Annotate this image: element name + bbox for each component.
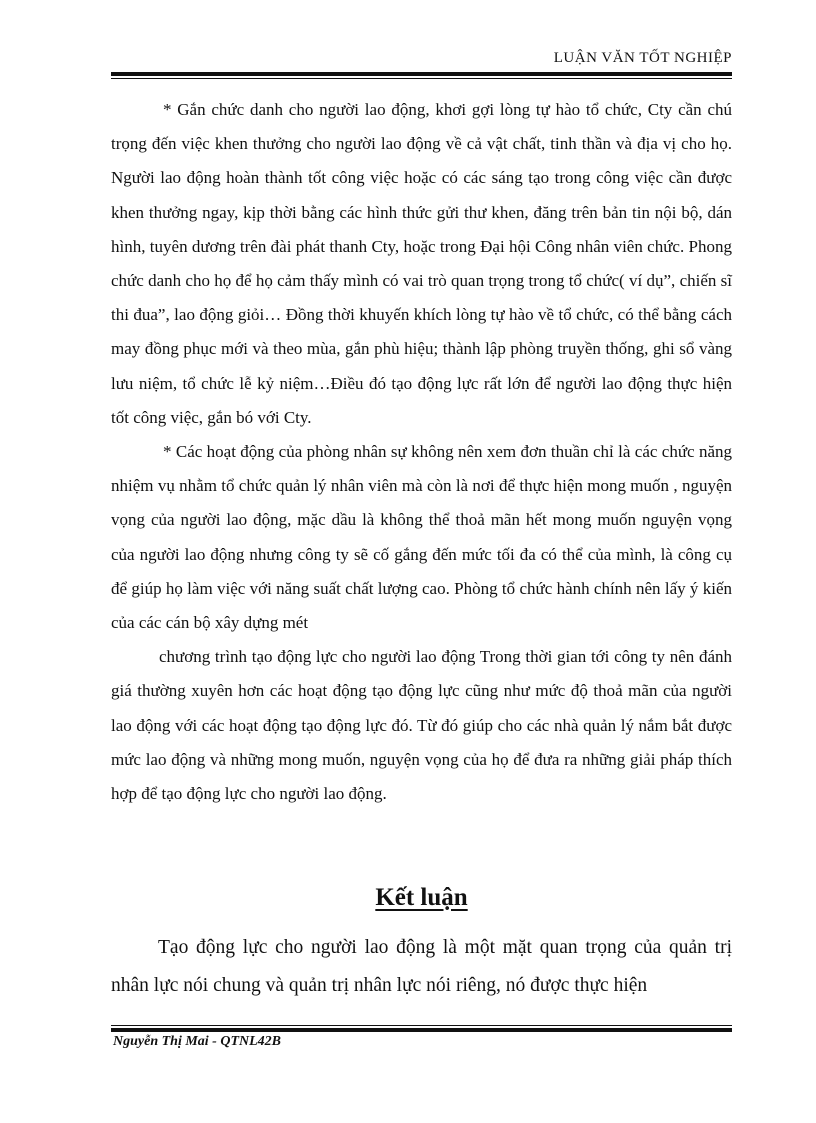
paragraph-3: chương trình tạo động lực cho người lao động Trong thời gian tới công ty nên đánh giá thường xuyên hơn các hoạt động tạo động lực cũng như mức độ thoả mãn của người lao động với các hoạt động tạo động lực đó. Từ đó giúp cho các nhà quản lý nắm bắt được mức lao động và những mong muốn, nguyện vọng của họ để đưa ra những giải pháp thích hợp để tạo động lực cho người lao động. xyxy=(111,647,732,804)
conclusion-paragraph: Tạo động lực cho người lao động là một mặt quan trọng của quản trị nhân lực nói chung và quản trị nhân lực nói riêng, nó được thực hiện xyxy=(111,937,732,996)
footer-rule-thick xyxy=(111,1028,732,1032)
paragraph-2: * Các hoạt động của phòng nhân sự không nên xem đơn thuần chỉ là các chức năng nhiệm vụ nhằm tổ chức quản lý nhân viên mà còn là nơi để thực hiện mong muốn , nguyện vọng của người lao động, mặc dầu là không thể thoả mãn hết mong muốn nguyện vọng của người lao động nhưng công ty sẽ cố gắng đến mức tối đa có thể của mình, là công cụ để giúp họ làm việc với năng suất chất lượng cao. Phòng tổ chức hành chính nên lấy ý kiến của các cán bộ xây dựng mét xyxy=(111,442,732,633)
header-rule-thin xyxy=(111,78,732,79)
conclusion-heading: Kết luận xyxy=(375,884,468,911)
conclusion-body xyxy=(111,929,732,1005)
footer-rule-thin xyxy=(111,1025,732,1026)
paragraph-1: * Gắn chức danh cho người lao động, khơi gợi lòng tự hào tổ chức, Cty cần chú trọng đến việc khen thưởng cho người lao động về cả vật chất, tinh thần và địa vị cho họ. Người lao động hoàn thành tốt công việc hoặc có các sáng tạo trong công việc cần được khen thưởng ngay, kịp thời bằng các hình thức gửi thư khen, đăng trên bản tin nội bộ, dán hình, tuyên dương trên đài phát thanh Cty, hoặc trong Đại hội Công nhân viên chức. Phong chức danh cho họ để họ cảm thấy mình có vai trò quan trọng trong tổ chức( ví dụ”, chiến sĩ thi đua”, lao động giỏi… Đồng thời khuyến khích lòng tự hào về tổ chức, có thể bằng cách may đồng phục mới và theo mùa, gắn phù hiệu; thành lập phòng truyền thống, ghi sổ vàng lưu niệm, tổ chức lễ kỷ niệm…Điều đó tạo động lực rất lớn để người lao động thực hiện tốt công việc, gắn bó với Cty. xyxy=(111,100,732,427)
footer-author: Nguyễn Thị Mai - QTNL42B xyxy=(113,1034,281,1049)
body-text xyxy=(111,93,732,811)
header-rule-thick xyxy=(111,72,732,76)
page-header-title: LUẬN VĂN TỐT NGHIỆP xyxy=(553,50,732,66)
